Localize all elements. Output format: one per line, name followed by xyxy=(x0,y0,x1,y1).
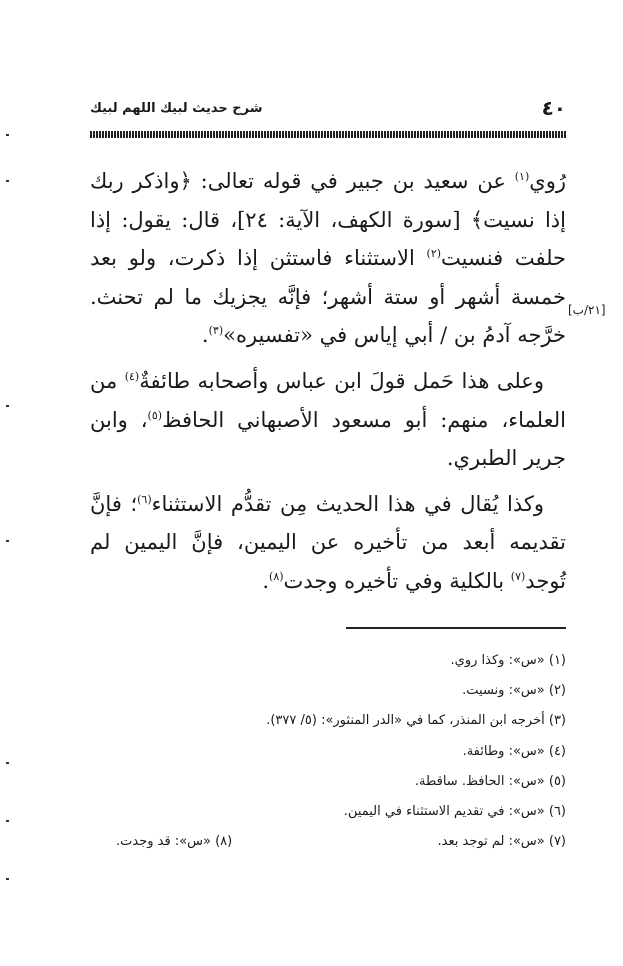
scan-edge-mark xyxy=(6,762,9,764)
footnote-ref-4: (٤) xyxy=(124,369,140,383)
footnote-5: (٥) «س»: الحافظ. ساقطة. xyxy=(414,773,566,789)
footnote-separator xyxy=(346,627,566,629)
footnote-8: (٨) «س»: قد وجدت. xyxy=(116,834,233,850)
paragraph-2: وعلى هذا حَمل قولَ ابن عباس وأصحابه طائفةٌ$^{(٤)}$ من العلماء، منهم: أبو مسعود الأصبهاني الحافظ$^{(٥)}$، وابن جرير الطبري. xyxy=(90,368,566,471)
footnote-7: (٧) «س»: لم توجد بعد. xyxy=(437,834,566,850)
manuscript-folio-note: [٢١/ب] xyxy=(568,303,606,317)
footnote-ref-6: (٦) xyxy=(137,492,152,506)
footnote-6: (٦) «س»: في تقديم الاستثناء في اليمين. xyxy=(343,804,566,820)
scan-edge-mark xyxy=(6,540,9,542)
page-number: ٤٠ xyxy=(541,96,566,120)
footnote-ref-1: (١) xyxy=(514,170,530,183)
footnote-4: (٤) «س»: وطائفة. xyxy=(462,743,566,759)
footnote-ref-2: (٢) xyxy=(426,247,442,261)
scan-edge-mark xyxy=(6,405,9,407)
paragraph-3: وكذا يُقال في هذا الحديث مِن تقدُّم الاستثناء$^{(٦)}$؛ فإنَّ تقديمه أبعد من تأخيره عن اليمين، فإنَّ اليمين لم تُوجد$^{(٧)}$ بالكلية وفي تأخيره وجدت$^{(٨)}$. xyxy=(90,491,566,593)
scan-edge-mark xyxy=(6,134,9,136)
footnote-1: (١) «س»: وكذا روي. xyxy=(450,653,566,668)
footnote-ref-5: (٥) xyxy=(147,408,163,422)
paragraph-1: رُوي$^{(١)}$ عن سعيد بن جبير في قوله تعالى: ﴿واذكر ربك إذا نسيت﴾ [سورة الكهف، الآية: ٢٤]، قال: يقول: إذا حلفت فنسيت$^{(٢)}$ الاستثناء فاستثن إذا ذكرت، ولو بعد خمسة أشهر أو ستة أشهر؛ فإنَّه يجزيك ما لم تحنث. خرَّجه آدمُ بن / أبي إياس في «تفسيره»$^{(٣)}$. xyxy=(90,169,566,348)
main-text xyxy=(90,162,566,608)
footnote-2: (٢) «س»: ونسيت. xyxy=(462,683,566,699)
header-rule xyxy=(90,131,566,138)
footnote-row-7-8 xyxy=(90,827,566,857)
scan-edge-mark xyxy=(6,820,9,822)
footnote-ref-8: (٨) xyxy=(269,569,284,583)
running-title: شرح حديث لبيك اللهم لبيك xyxy=(90,101,263,116)
footnote-ref-7: (٧) xyxy=(510,569,526,583)
footnote-ref-3: (٣) xyxy=(208,324,224,338)
footnotes xyxy=(90,646,566,857)
scan-edge-mark xyxy=(6,180,9,182)
running-header xyxy=(90,96,566,122)
footnote-3: (٣) أخرجه ابن المنذر، كما في «الدر المنثور»: (٥/ ٣٧٧). xyxy=(266,713,566,729)
scan-edge-mark xyxy=(6,878,9,880)
